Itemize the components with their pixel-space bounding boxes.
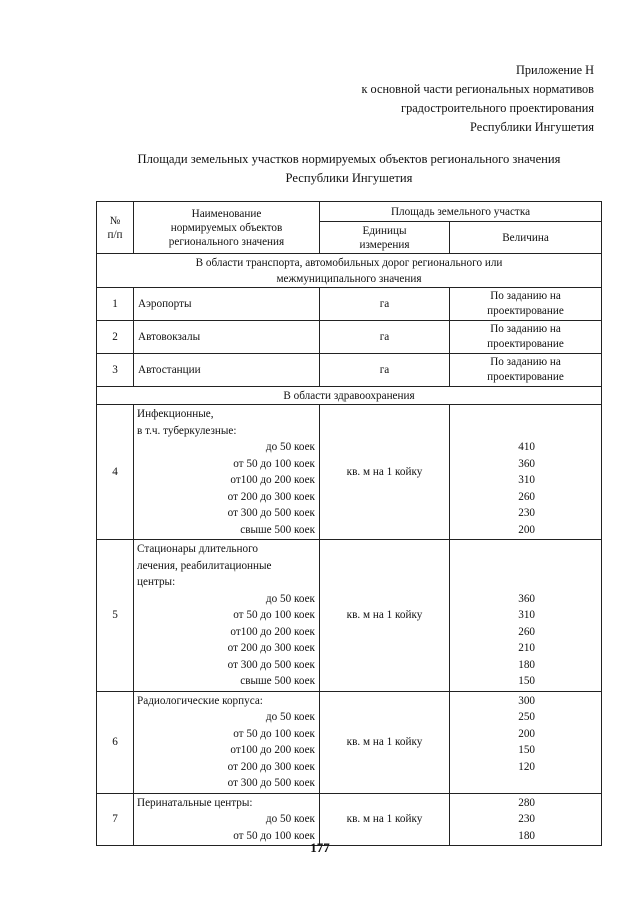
- land-area-table: [96, 201, 602, 846]
- row-unit: кв. м на 1 койку: [320, 691, 450, 793]
- section-health: В области здравоохранения: [97, 387, 602, 405]
- title-line: Республики Ингушетия: [285, 171, 413, 185]
- row-unit: га: [320, 354, 450, 387]
- section-row: [97, 254, 602, 288]
- row-name: Радиологические корпуса: до 50 коек от 50 до 100 коек от100 до 200 коек от 200 до 300 коек от 300 до 500 коек: [134, 691, 320, 793]
- appendix-line: Республики Ингушетия: [470, 120, 594, 134]
- table-row: [97, 540, 602, 692]
- row-unit: га: [320, 288, 450, 321]
- table-row: [97, 793, 602, 846]
- row-name: Аэропорты: [134, 288, 320, 321]
- row-value: По заданию на проектирование: [450, 321, 602, 354]
- table-row: [97, 405, 602, 540]
- appendix-line: Приложение Н: [516, 63, 594, 77]
- row-num: 4: [97, 405, 134, 540]
- row-unit: кв. м на 1 койку: [320, 793, 450, 846]
- row-values: 360 310 260 210 180 150: [450, 540, 602, 692]
- row-unit: кв. м на 1 койку: [320, 405, 450, 540]
- header-area: Площадь земельного участка: [320, 202, 602, 222]
- row-num: 3: [97, 354, 134, 387]
- appendix-line: градостроительного проектирования: [401, 101, 594, 115]
- row-value: По заданию на проектирование: [450, 354, 602, 387]
- header-units: Единицы измерения: [320, 222, 450, 254]
- row-unit: га: [320, 321, 450, 354]
- section-row: [97, 387, 602, 405]
- section-transport: В области транспорта, автомобильных дорог регионального или межмуниципального значения: [97, 254, 602, 288]
- table-row: [97, 288, 602, 321]
- title-line: Площади земельных участков нормируемых объектов регионального значения: [137, 152, 561, 166]
- row-values: 280 230 180: [450, 793, 602, 846]
- page-number: 177: [310, 840, 330, 855]
- row-name: Инфекционные, в т.ч. туберкулезные: до 50 коек от 50 до 100 коек от100 до 200 коек от 200 до 300 коек от 300 до 500 коек свыше 500 коек: [134, 405, 320, 540]
- table-row: [97, 691, 602, 793]
- row-num: 1: [97, 288, 134, 321]
- table-header-row: [97, 202, 602, 222]
- row-num: 6: [97, 691, 134, 793]
- row-name: Перинатальные центры: до 50 коек от 50 до 100 коек: [134, 793, 320, 846]
- row-num: 2: [97, 321, 134, 354]
- row-values: 300 250 200 150 120: [450, 691, 602, 793]
- row-num: 5: [97, 540, 134, 692]
- header-num: № п/п: [97, 202, 134, 254]
- row-num: 7: [97, 793, 134, 846]
- row-value: По заданию на проектирование: [450, 288, 602, 321]
- document-title: [96, 150, 602, 188]
- header-value: Величина: [450, 222, 602, 254]
- table-row: [97, 354, 602, 387]
- header-name: Наименование нормируемых объектов регионального значения: [134, 202, 320, 254]
- row-name: Автовокзалы: [134, 321, 320, 354]
- table-row: [97, 321, 602, 354]
- row-values: 410 360 310 260 230 200: [450, 405, 602, 540]
- row-unit: кв. м на 1 койку: [320, 540, 450, 692]
- appendix-header: [361, 61, 594, 137]
- row-name: Автостанции: [134, 354, 320, 387]
- appendix-line: к основной части региональных нормативов: [361, 82, 594, 96]
- row-name: Стационары длительного лечения, реабилитационные центры: до 50 коек от 50 до 100 коек от100 до 200 коек от 200 до 300 коек от 300 до 500 коек свыше 500 коек: [134, 540, 320, 692]
